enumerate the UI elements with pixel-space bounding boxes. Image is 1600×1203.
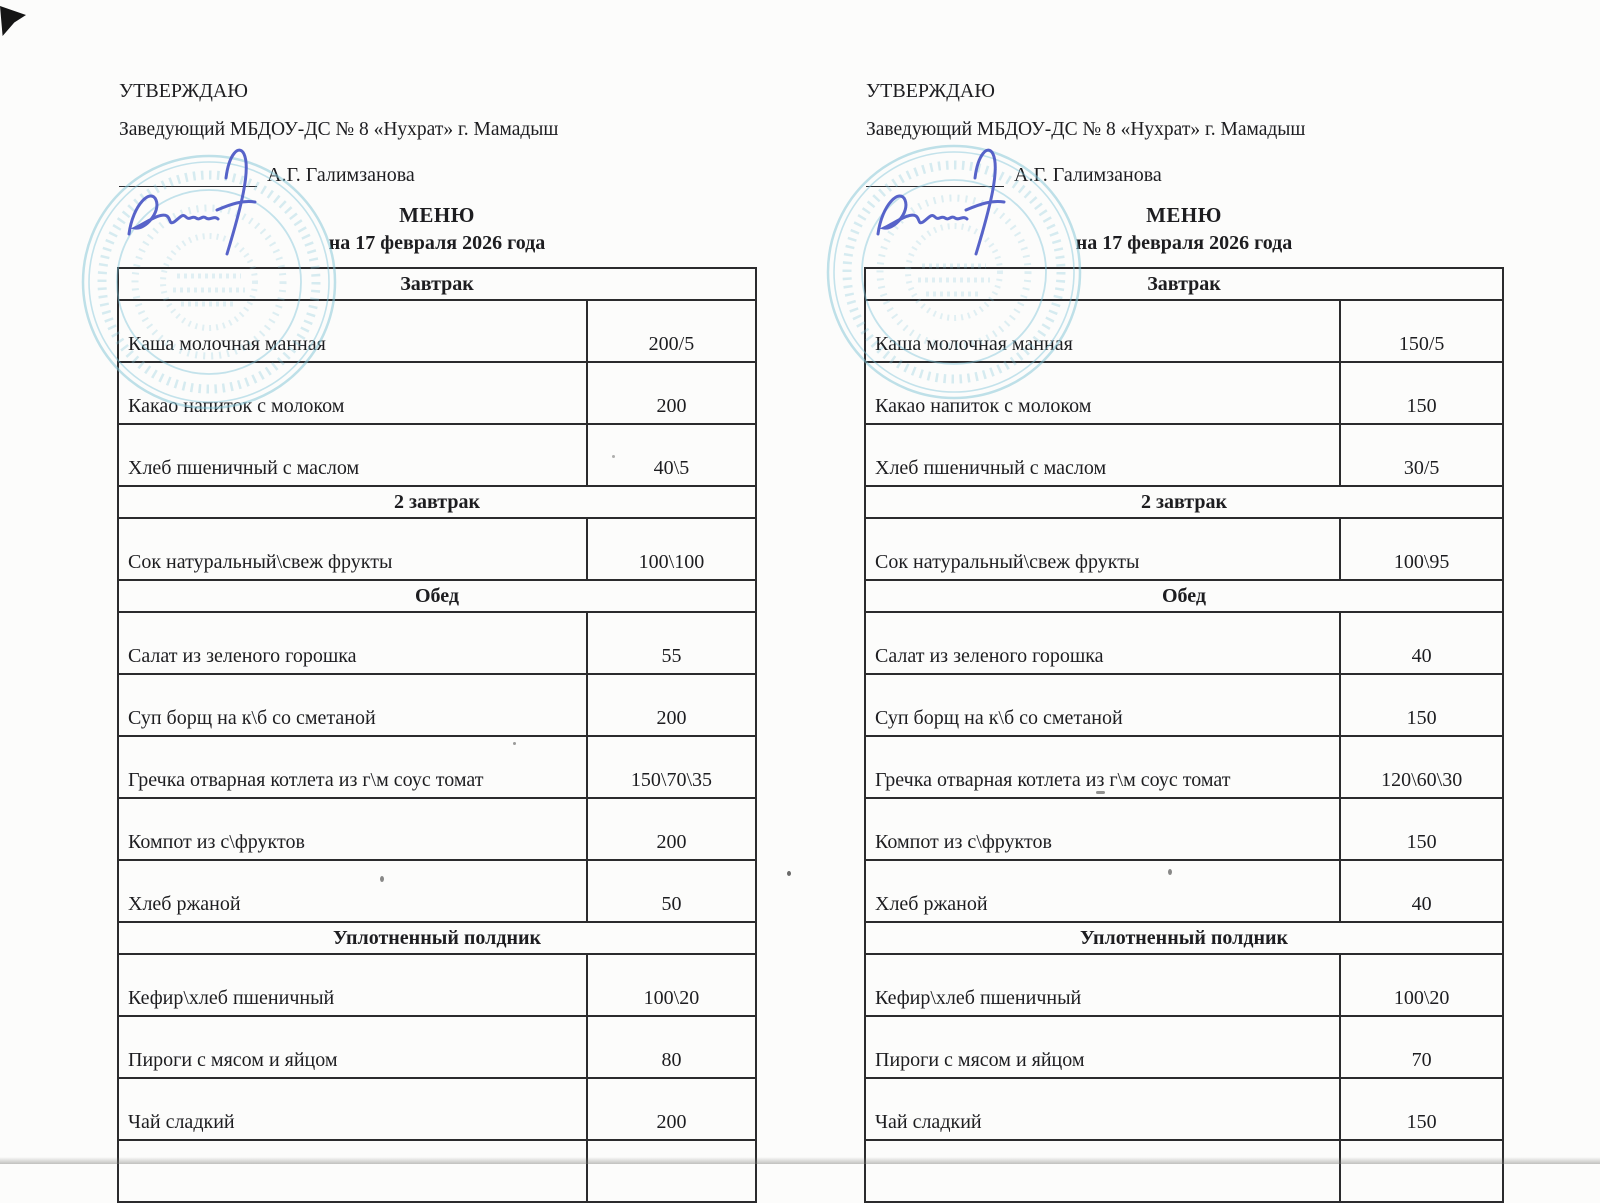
section-header: Уплотненный полдник	[118, 922, 756, 954]
portion-value-cell: 200	[587, 674, 756, 736]
dish-name-cell: Какао напиток с молоком	[865, 362, 1340, 424]
portion-value-cell: 80	[587, 1016, 756, 1078]
dish-name-cell: Кефир\хлеб пшеничный	[118, 954, 587, 1016]
portion-value-cell: 150	[1340, 798, 1503, 860]
portion-value-cell: 200	[587, 1078, 756, 1140]
menu-title: МЕНЮ	[1146, 203, 1222, 227]
dish-name-cell: Пироги с мясом и яйцом	[118, 1016, 587, 1078]
dish-name-cell: Хлеб ржаной	[118, 860, 587, 922]
signature-row	[866, 161, 1504, 187]
menu-row	[118, 674, 756, 736]
menu-panel-left	[117, 80, 757, 1203]
portion-value-cell: 40	[1340, 612, 1503, 674]
dish-name-cell: Сок натуральный\свеж фрукты	[118, 518, 587, 580]
dish-name-cell: Компот из с\фруктов	[118, 798, 587, 860]
section-header: Обед	[865, 580, 1503, 612]
scan-corner-artifact	[0, 6, 26, 36]
menu-row	[118, 518, 756, 580]
menu-row	[865, 300, 1503, 362]
dish-name-cell: Какао напиток с молоком	[118, 362, 587, 424]
menu-table	[864, 267, 1504, 1203]
portion-value-cell: 50	[587, 860, 756, 922]
dish-name-cell: Кефир\хлеб пшеничный	[865, 954, 1340, 1016]
portion-value-cell: 40\5	[587, 424, 756, 486]
portion-value-cell: 30/5	[1340, 424, 1503, 486]
portion-value-cell: 200/5	[587, 300, 756, 362]
menu-row	[865, 1078, 1503, 1140]
document-body	[117, 80, 1504, 1203]
menu-row	[118, 798, 756, 860]
scan-speck	[612, 455, 615, 458]
menu-table	[117, 267, 757, 1203]
menu-row	[118, 1140, 756, 1202]
menu-row	[865, 954, 1503, 1016]
dish-name-cell: Каша молочная манная	[865, 300, 1340, 362]
portion-value-cell: 100\95	[1340, 518, 1503, 580]
menu-title: МЕНЮ	[399, 203, 475, 227]
dish-name-cell: Суп борщ на к\б со сметаной	[118, 674, 587, 736]
section-header: Завтрак	[865, 268, 1503, 300]
portion-value-cell: 100\100	[587, 518, 756, 580]
dish-name-cell: Чай сладкий	[118, 1078, 587, 1140]
menu-row	[865, 860, 1503, 922]
menu-row	[118, 860, 756, 922]
menu-row	[118, 736, 756, 798]
section-header: Уплотненный полдник	[865, 922, 1503, 954]
portion-value-cell: 200	[587, 362, 756, 424]
dish-name-cell: Гречка отварная котлета из г\м соус томат	[865, 736, 1340, 798]
menu-row	[865, 424, 1503, 486]
section-header: Обед	[118, 580, 756, 612]
menu-row	[118, 1078, 756, 1140]
menu-row	[865, 612, 1503, 674]
menu-row	[865, 736, 1503, 798]
signatory-name: А.Г. Галимзанова	[267, 164, 415, 186]
signature-row	[119, 161, 757, 187]
signature-line	[866, 164, 1004, 187]
dish-name-cell: Пироги с мясом и яйцом	[865, 1016, 1340, 1078]
dish-name-cell: Хлеб пшеничный с маслом	[865, 424, 1340, 486]
approve-label: УТВЕРЖДАЮ	[866, 80, 995, 102]
menu-row	[118, 424, 756, 486]
section-header: 2 завтрак	[865, 486, 1503, 518]
portion-value-cell: 200	[587, 798, 756, 860]
portion-value-cell: 150	[1340, 1078, 1503, 1140]
institution-line: Заведующий МБДОУ-ДС № 8 «Нухрат» г. Мамадыш	[866, 119, 1306, 140]
portion-value-cell: 70	[1340, 1016, 1503, 1078]
dish-name-cell: Хлеб ржаной	[865, 860, 1340, 922]
menu-row	[865, 1140, 1503, 1202]
menu-row	[118, 954, 756, 1016]
menu-panel-right	[864, 80, 1504, 1203]
scan-edge-shadow	[0, 1157, 1600, 1164]
portion-value-cell: 150/5	[1340, 300, 1503, 362]
scan-speck	[1168, 869, 1172, 875]
signature-line	[119, 164, 257, 187]
portion-value-cell: 150	[1340, 674, 1503, 736]
dish-name-cell: Салат из зеленого горошка	[118, 612, 587, 674]
dish-name-cell	[865, 1140, 1340, 1202]
menu-row	[865, 362, 1503, 424]
dish-name-cell: Чай сладкий	[865, 1078, 1340, 1140]
menu-row	[118, 612, 756, 674]
dish-name-cell: Салат из зеленого горошка	[865, 612, 1340, 674]
dish-name-cell: Гречка отварная котлета из г\м соус томат	[118, 736, 587, 798]
portion-value-cell: 100\20	[1340, 954, 1503, 1016]
portion-value-cell: 120\60\30	[1340, 736, 1503, 798]
scan-speck	[1096, 791, 1105, 794]
portion-value-cell: 100\20	[587, 954, 756, 1016]
portion-value-cell: 40	[1340, 860, 1503, 922]
portion-value-cell	[1340, 1140, 1503, 1202]
section-header: 2 завтрак	[118, 486, 756, 518]
scan-speck	[380, 876, 384, 882]
dish-name-cell	[118, 1140, 587, 1202]
dish-name-cell: Сок натуральный\свеж фрукты	[865, 518, 1340, 580]
portion-value-cell	[587, 1140, 756, 1202]
menu-row	[865, 798, 1503, 860]
dish-name-cell: Хлеб пшеничный с маслом	[118, 424, 587, 486]
menu-row	[865, 1016, 1503, 1078]
section-header: Завтрак	[118, 268, 756, 300]
dish-name-cell: Компот из с\фруктов	[865, 798, 1340, 860]
portion-value-cell: 150	[1340, 362, 1503, 424]
menu-row	[118, 362, 756, 424]
menu-row	[118, 1016, 756, 1078]
menu-date: на 17 февраля 2026 года	[1075, 232, 1293, 254]
institution-line: Заведующий МБДОУ-ДС № 8 «Нухрат» г. Мамадыш	[119, 119, 559, 140]
portion-value-cell: 55	[587, 612, 756, 674]
dish-name-cell: Суп борщ на к\б со сметаной	[865, 674, 1340, 736]
portion-value-cell: 150\70\35	[587, 736, 756, 798]
menu-row	[865, 518, 1503, 580]
menu-date: на 17 февраля 2026 года	[328, 232, 546, 254]
scan-speck	[513, 742, 516, 745]
scan-speck	[787, 871, 791, 876]
signatory-name: А.Г. Галимзанова	[1014, 164, 1162, 186]
dish-name-cell: Каша молочная манная	[118, 300, 587, 362]
approve-label: УТВЕРЖДАЮ	[119, 80, 248, 102]
menu-row	[865, 674, 1503, 736]
menu-row	[118, 300, 756, 362]
